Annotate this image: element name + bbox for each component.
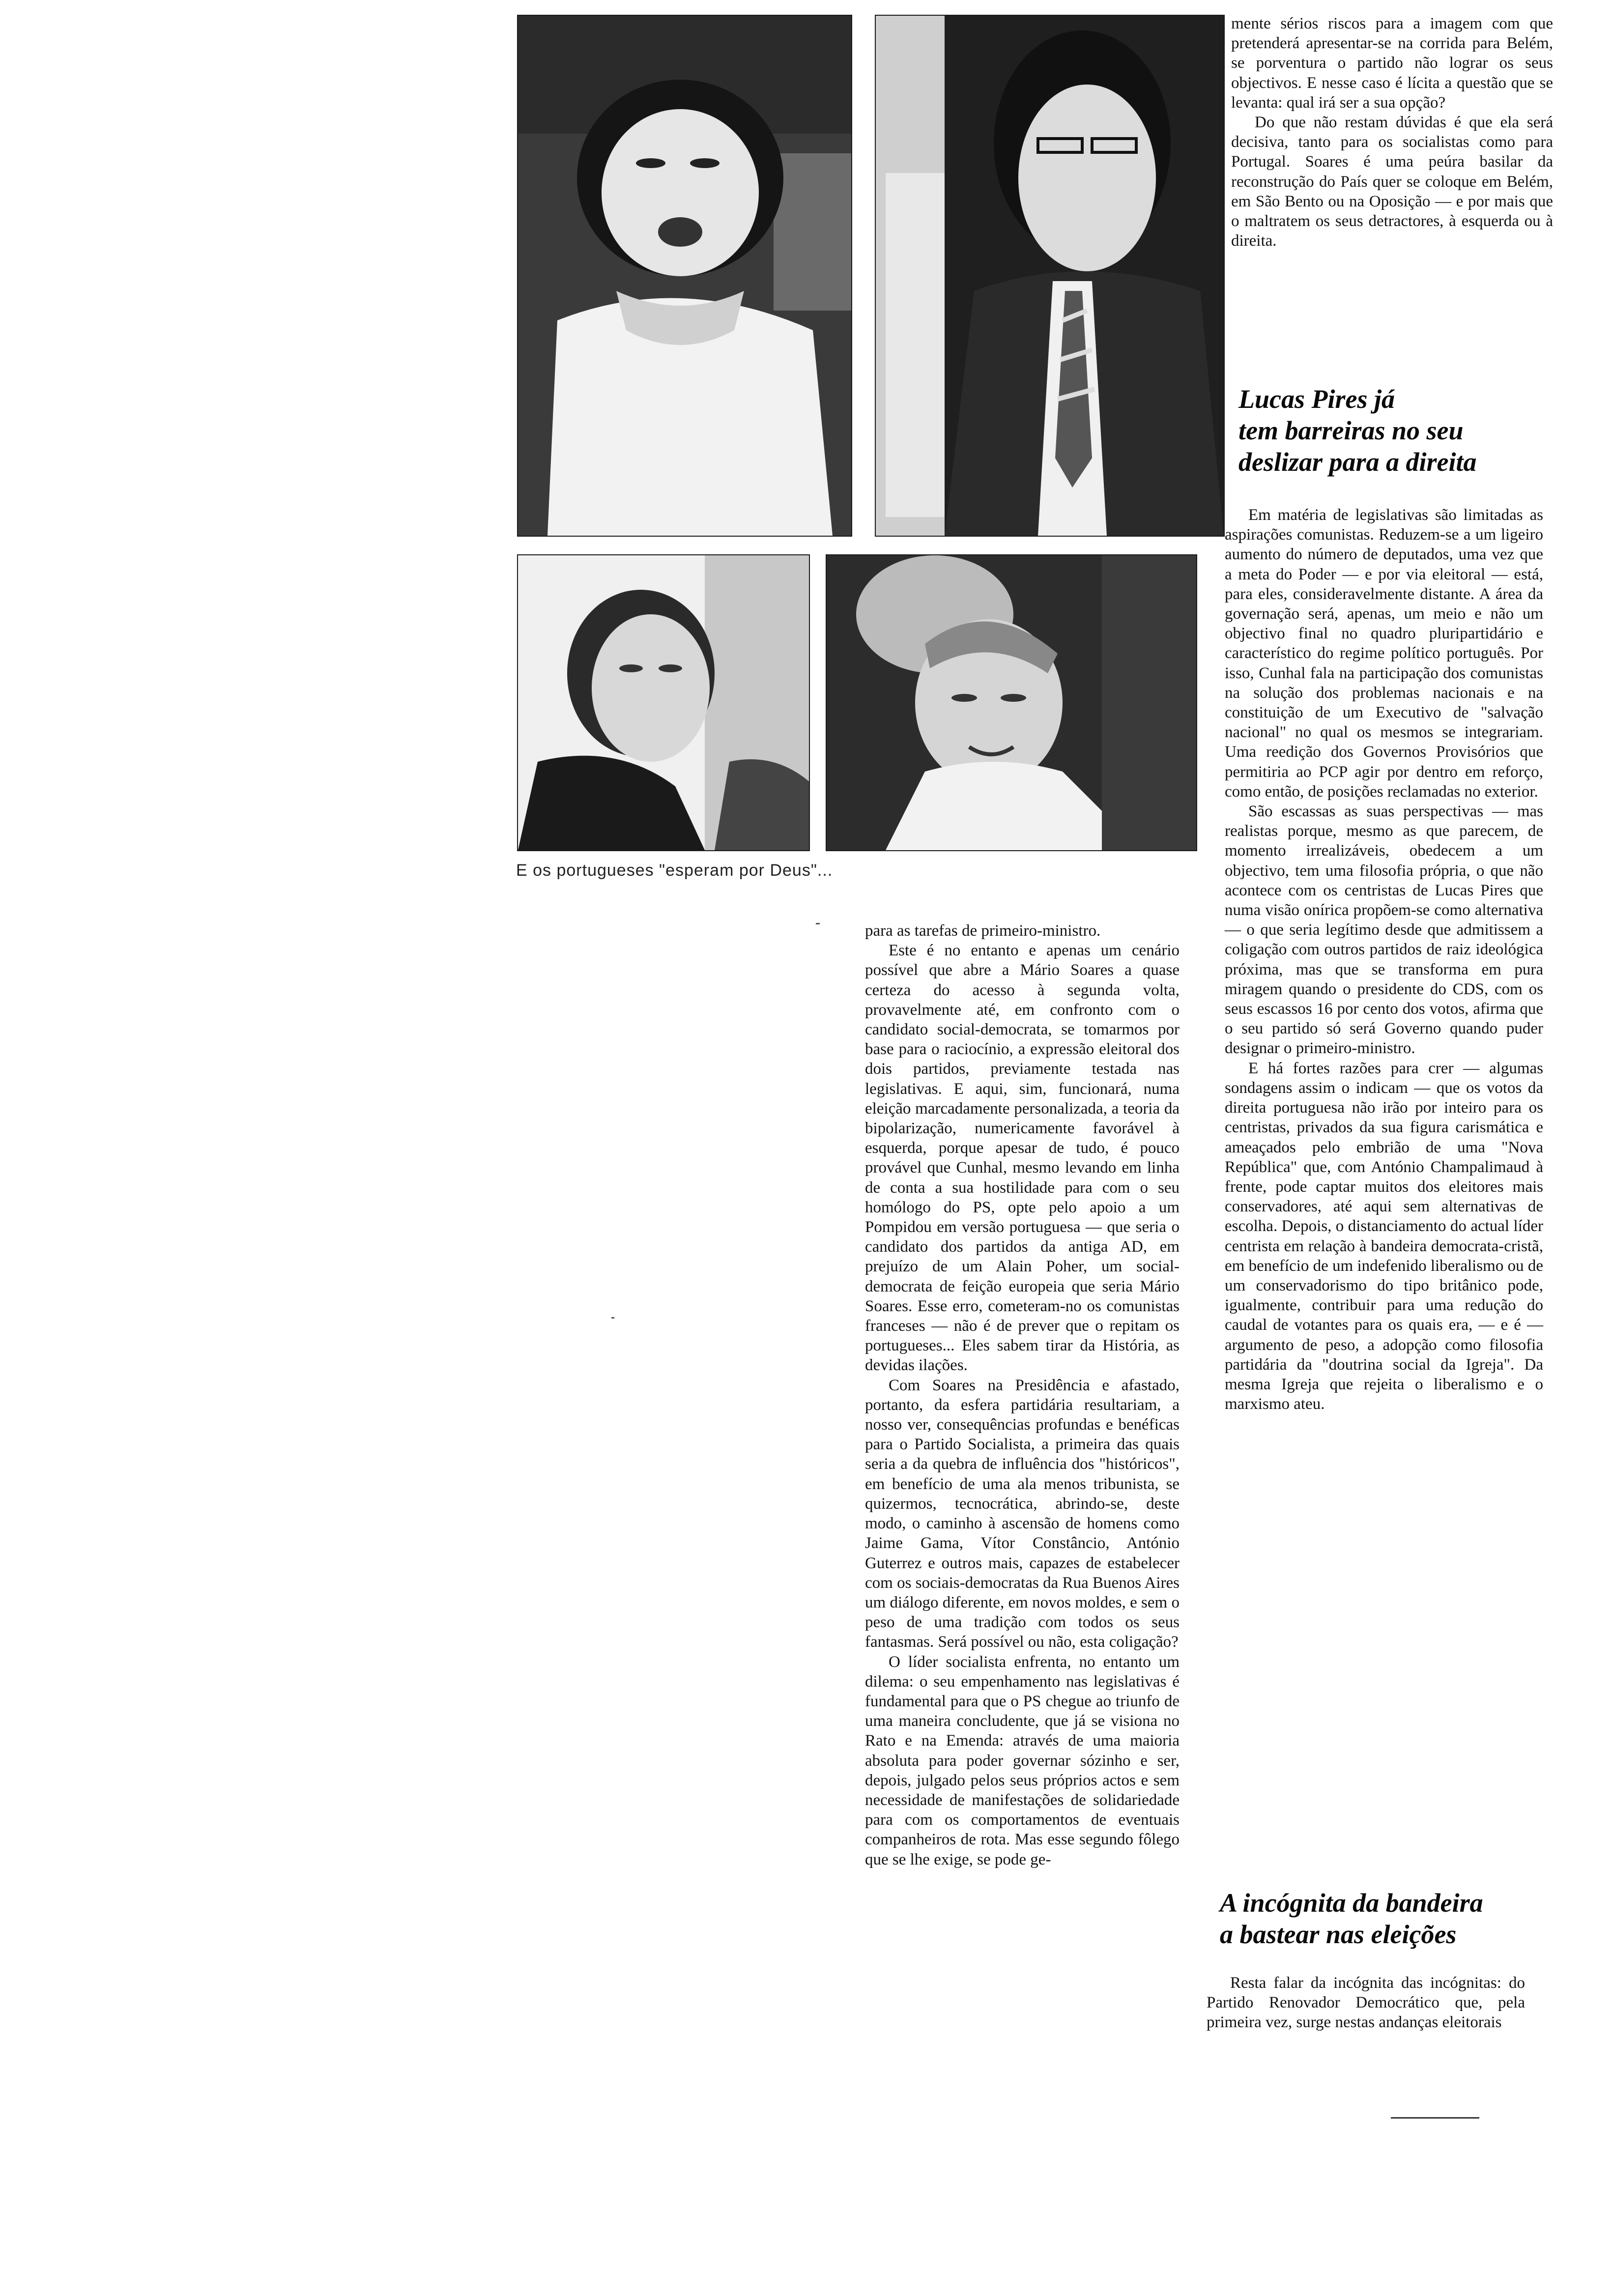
paragraph: Este é no entanto e apenas um cenário possível que abre a Mário Soares a quase certeza do acesso à segunda volta, provavelmente até, em confronto com o candidato social-democrata, se tomarmos por base para o raciocínio, a expressão eleitoral dos dois partidos, previamente testada nas legislativas. E aqui, sim, funcionará, numa eleição marcadamente personalizada, a teoria da bipolarização, numericamente favorável à esquerda, porque apesar de tudo, é pouco provável que Cunhal, mesmo levando em linha de conta a sua hostilidade para com o seu homólogo do PS, opte pelo apoio a um Pompidou em versão portuguesa — que seria o candidato dos partidos da antiga AD, em prejuízo de um Alain Poher, um social-democrata de feição europeia que seria Mário Soares. Esse erro, cometeram-no os comunistas franceses — não é de prever que o repitam os portugueses... Eles sabem tirar da História, as devidas ilações. [865,942,1180,1375]
paragraph: São escassas as suas perspectivas — mas realistas porque, mesmo as que parecem, de momento irrealizáveis, obedecem a um objectivo, tem uma filosofia própria, o que não acontece com os centristas de Lucas Pires que numa visão onírica propõem-se como alternativa — o que seria legítimo desde que admitissem a coligação com outros partidos de raiz ideológica próxima, mas que se transforma em pura miragem quando o presidente do CDS, com os seus escassos 16 por cento dos votos, afirma que o seu partido só será Governo quando puder designar o primeiro-ministro. [1225,803,1543,1058]
photo-man-profile [517,554,810,851]
paragraph: Do que não restam dúvidas é que ela será decisiva, tanto para os socialistas como para Portugal. Soares é uma peúra basilar da reconstrução do País quer se coloque em Belém, em São Bento ou na Oposição — e por mais que o maltratem os seus detractores, à esquerda ou à direita. [1231,114,1553,250]
paragraph: Em matéria de legislativas são limitadas as aspirações comunistas. Reduzem-se a um ligeiro aumento do número de deputados, uma vez que a meta do Poder — e por via eleitoral — está, para eles, consideravelmente distante. A área da governação será, apenas, um meio e não um objectivo final no quadro pluripartidário e característico do regime político português. Por isso, Cunhal fala na participação dos comunistas na solução dos problemas nacionais e na constituição de um Executivo de "salvação nacional" no qual os mesmos se integrariam. Uma reedição dos Governos Provisórios que permitiria ao PCP agir por dentro em reforço, como então, de posições reclamadas no exterior. [1225,506,1543,801]
paragraph: mente sérios riscos para a imagem com que pretenderá apresentar-se na corrida para Belém, se porventura o partido não lograr os seus objectivos. E nesse caso é lícita a questão que se levanta: qual irá ser a sua opção? [1231,15,1553,112]
article-column-right-bottom [1207,1973,1525,2033]
photo-caption: E os portugueses "esperam por Deus"... [516,861,833,880]
article-column-right-top [1231,14,1553,251]
column-end-rule [1391,2117,1479,2119]
paragraph: O líder socialista enfrenta, no entanto um dilema: o seu empenhamento nas legislativas é fundamental para que o PS chegue ao triunfo de uma maneira concludente, que já se visiona no Rato e na Emenda: através de uma maioria absoluta para poder governar sózinho e ser, depois, julgado pelos seus próprios actos e sem necessidade de manifestações de solidariedade para com os comportamentos de eventuais companheiros de rota. Mas esse segundo fôlego que se lhe exige, se pode ge- [865,1653,1180,1868]
print-mark [816,923,820,924]
subheading-line: tem barreiras no seu [1238,416,1464,445]
subheading-line: deslizar para a direita [1238,447,1477,477]
photo-man-glasses [875,15,1225,537]
paragraph: Resta falar da incógnita das incógnitas: do Partido Renovador Democrático que, pela primeira vez, surge nestas andanças eleitorais [1207,1974,1525,2032]
paragraph: para as tarefas de primeiro-ministro. [865,922,1101,940]
paragraph: Com Soares na Presidência e afastado, portanto, da esfera partidária resultariam, a nosso ver, consequências profundas e benéficas para o Partido Socialista, a primeira das quais seria a da quebra de influência dos "históricos", em benefício de uma ala menos tribunista, se quizermos, tecnocrática, abrindo-se, deste modo, o caminho à ascensão de homens como Jaime Gama, Vítor Constâncio, António Guterrez e outros mais, capazes de estabelecer com os sociais-democratas da Rua Buenos Aires um diálogo diferente, em novos moldes, e sem o peso de uma tradição com todos os seus fantasmas. Será possível ou não, esta coligação? [865,1376,1180,1651]
article-column-middle [865,921,1180,1869]
subheading-lucas-pires [1238,383,1477,478]
subheading-incognita [1220,1887,1483,1950]
article-column-right-middle [1225,505,1543,1414]
print-mark [611,1317,614,1319]
photo-woman-speaking [517,15,852,537]
subheading-line: a bastear nas eleições [1220,1920,1457,1949]
paragraph: E há fortes razões para crer — algumas sondagens assim o indicam — que os votos da direita portuguesa não irão por inteiro para os centristas, privados da sua figura carismática e ameaçados pelo embrião de uma "Nova República" que, com António Champalimaud à frente, pode captar muitos dos eleitores mais conservadores, até aqui sem alternativas de escolha. Depois, o distanciamento do actual líder centrista em relação à bandeira democrata-cristã, em benefício de um indefenido liberalismo ou de um conservadorismo do tipo britânico pode, igualmente, contribuir para uma redução do caudal de votantes para os quais era, — e é — argumento de peso, a adopção como filosofia partidária da "doutrina social da Igreja". Da mesma Igreja que rejeita o liberalismo e o marxismo ateu. [1225,1059,1543,1413]
subheading-line: Lucas Pires já [1238,384,1395,414]
subheading-line: A incógnita da bandeira [1220,1888,1483,1918]
photo-older-man [826,554,1197,851]
